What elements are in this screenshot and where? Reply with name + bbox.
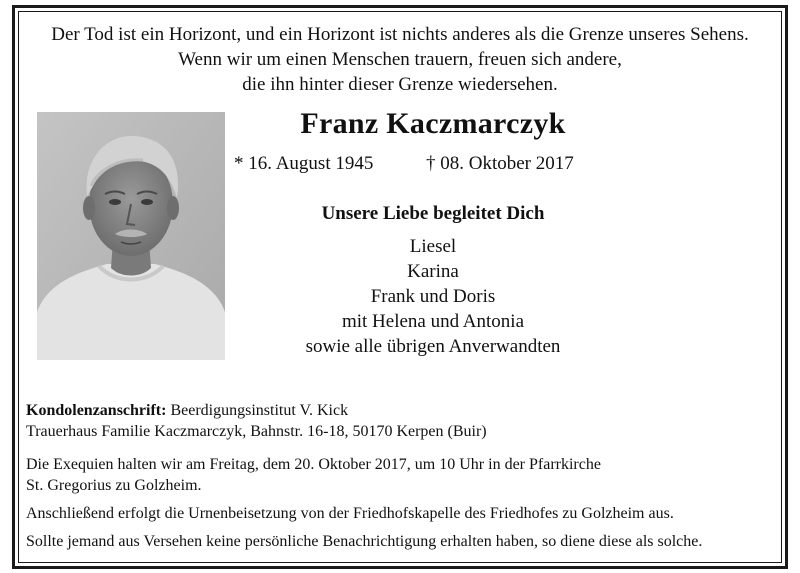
portrait-illustration <box>37 112 225 360</box>
verse-line-1: Der Tod ist ein Horizont, und ein Horizont ist nichts anderes als die Grenze unseres Sehens. <box>51 24 749 45</box>
verse-line-2: Wenn wir um einen Menschen trauern, freuen sich andere, <box>178 49 622 70</box>
deceased-name: Franz Kaczmarczyk <box>300 107 566 140</box>
family-member: sowie alle übrigen Anverwandten <box>305 336 561 357</box>
condolence-label: Kondolenzanschrift: <box>26 402 167 419</box>
verse-block <box>15 22 785 97</box>
notice-line: Sollte jemand aus Versehen keine persönliche Benachrichtigung erhalten haben, so diene diese als solche. <box>26 533 703 550</box>
birth-date: * 16. August 1945 <box>234 153 374 174</box>
family-list <box>233 234 633 359</box>
condolence-line <box>26 400 776 421</box>
death-date: † 08. Oktober 2017 <box>426 153 574 174</box>
exequies-line-1: Die Exequien halten wir am Freitag, dem 20. Oktober 2017, um 10 Uhr in der Pfarrkirche <box>26 456 601 473</box>
condolence-address: Trauerhaus Familie Kaczmarczyk, Bahnstr. 16-18, 50170 Kerpen (Buir) <box>26 423 487 440</box>
portrait-photo <box>37 112 225 360</box>
family-member: mit Helena und Antonia <box>341 311 525 332</box>
obituary-frame <box>12 5 788 569</box>
family-member: Karina <box>407 261 459 282</box>
condolence-institute: Beerdigungsinstitut V. Kick <box>170 402 349 419</box>
tagline: Unsere Liebe begleitet Dich <box>321 203 545 224</box>
exequies-line-2: St. Gregorius zu Golzheim. <box>26 477 202 494</box>
details-block <box>26 400 776 552</box>
burial-line: Anschließend erfolgt die Urnenbeisetzung von der Friedhofskapelle des Friedhofes zu Golzheim aus. <box>26 505 674 522</box>
verse-line-3: die ihn hinter dieser Grenze wiedersehen. <box>242 74 558 95</box>
family-member: Frank und Doris <box>370 286 496 307</box>
family-member: Liesel <box>409 236 457 257</box>
